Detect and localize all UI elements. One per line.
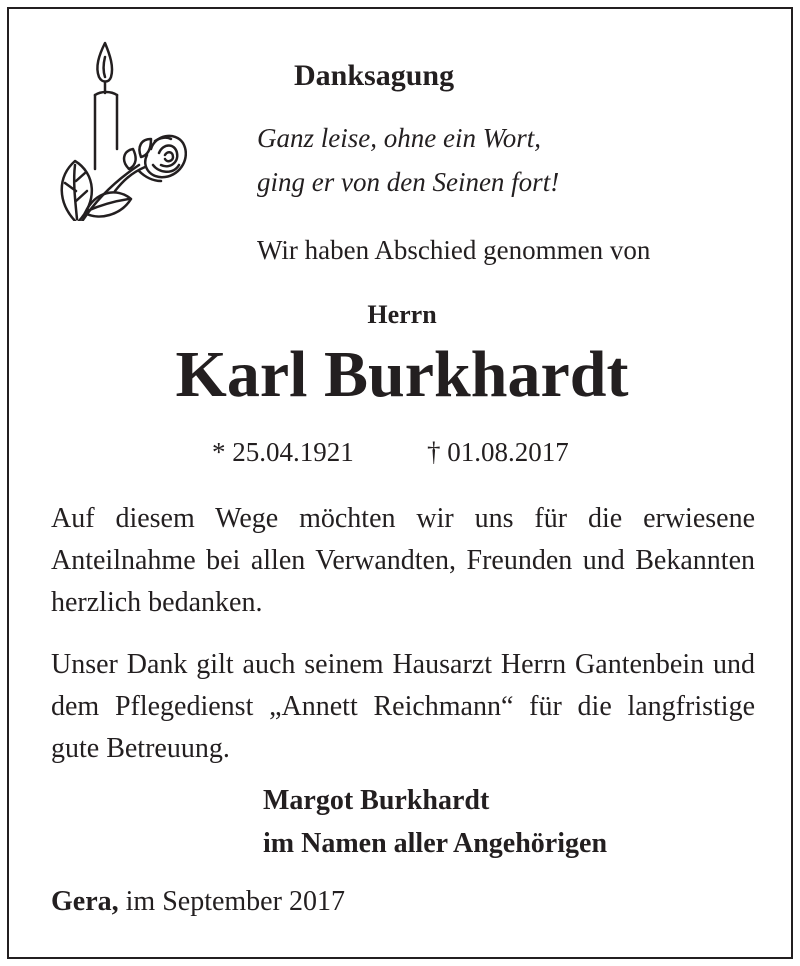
deceased-name: Karl Burkhardt xyxy=(175,338,629,411)
candle-with-rose-icon xyxy=(55,41,187,221)
verse-line-1: Ganz leise, ohne ein Wort, xyxy=(257,123,541,153)
place: Gera, xyxy=(51,886,119,917)
obituary-notice xyxy=(7,7,793,959)
birth-date: * 25.04.1921 xyxy=(212,437,354,467)
salutation: Herrn xyxy=(367,300,437,329)
date: im September 2017 xyxy=(118,886,345,917)
signature-name: Margot Burkhardt xyxy=(263,785,490,816)
intro-text: Wir haben Abschied genommen von xyxy=(257,235,651,265)
verse-line-2: ging er von den Seinen fort! xyxy=(257,167,560,197)
doctor-thanks-paragraph: Unser Dank gilt auch seinem Hausarzt Herrn Gantenbein und dem Pflegedienst „Annett Reichmann“ für die langfristige gute Betreuung. xyxy=(51,649,755,764)
place-and-date xyxy=(51,886,345,918)
notice-heading: Danksagung xyxy=(294,59,455,92)
thanks-paragraph: Auf diesem Wege möchten wir uns für die erwiesene Anteilnahme bei allen Verwandten, Freunden und Bekannten herzlich bedanken. xyxy=(51,503,755,618)
signature-subline: im Namen aller Angehörigen xyxy=(263,828,608,859)
death-date: † 01.08.2017 xyxy=(427,437,569,467)
